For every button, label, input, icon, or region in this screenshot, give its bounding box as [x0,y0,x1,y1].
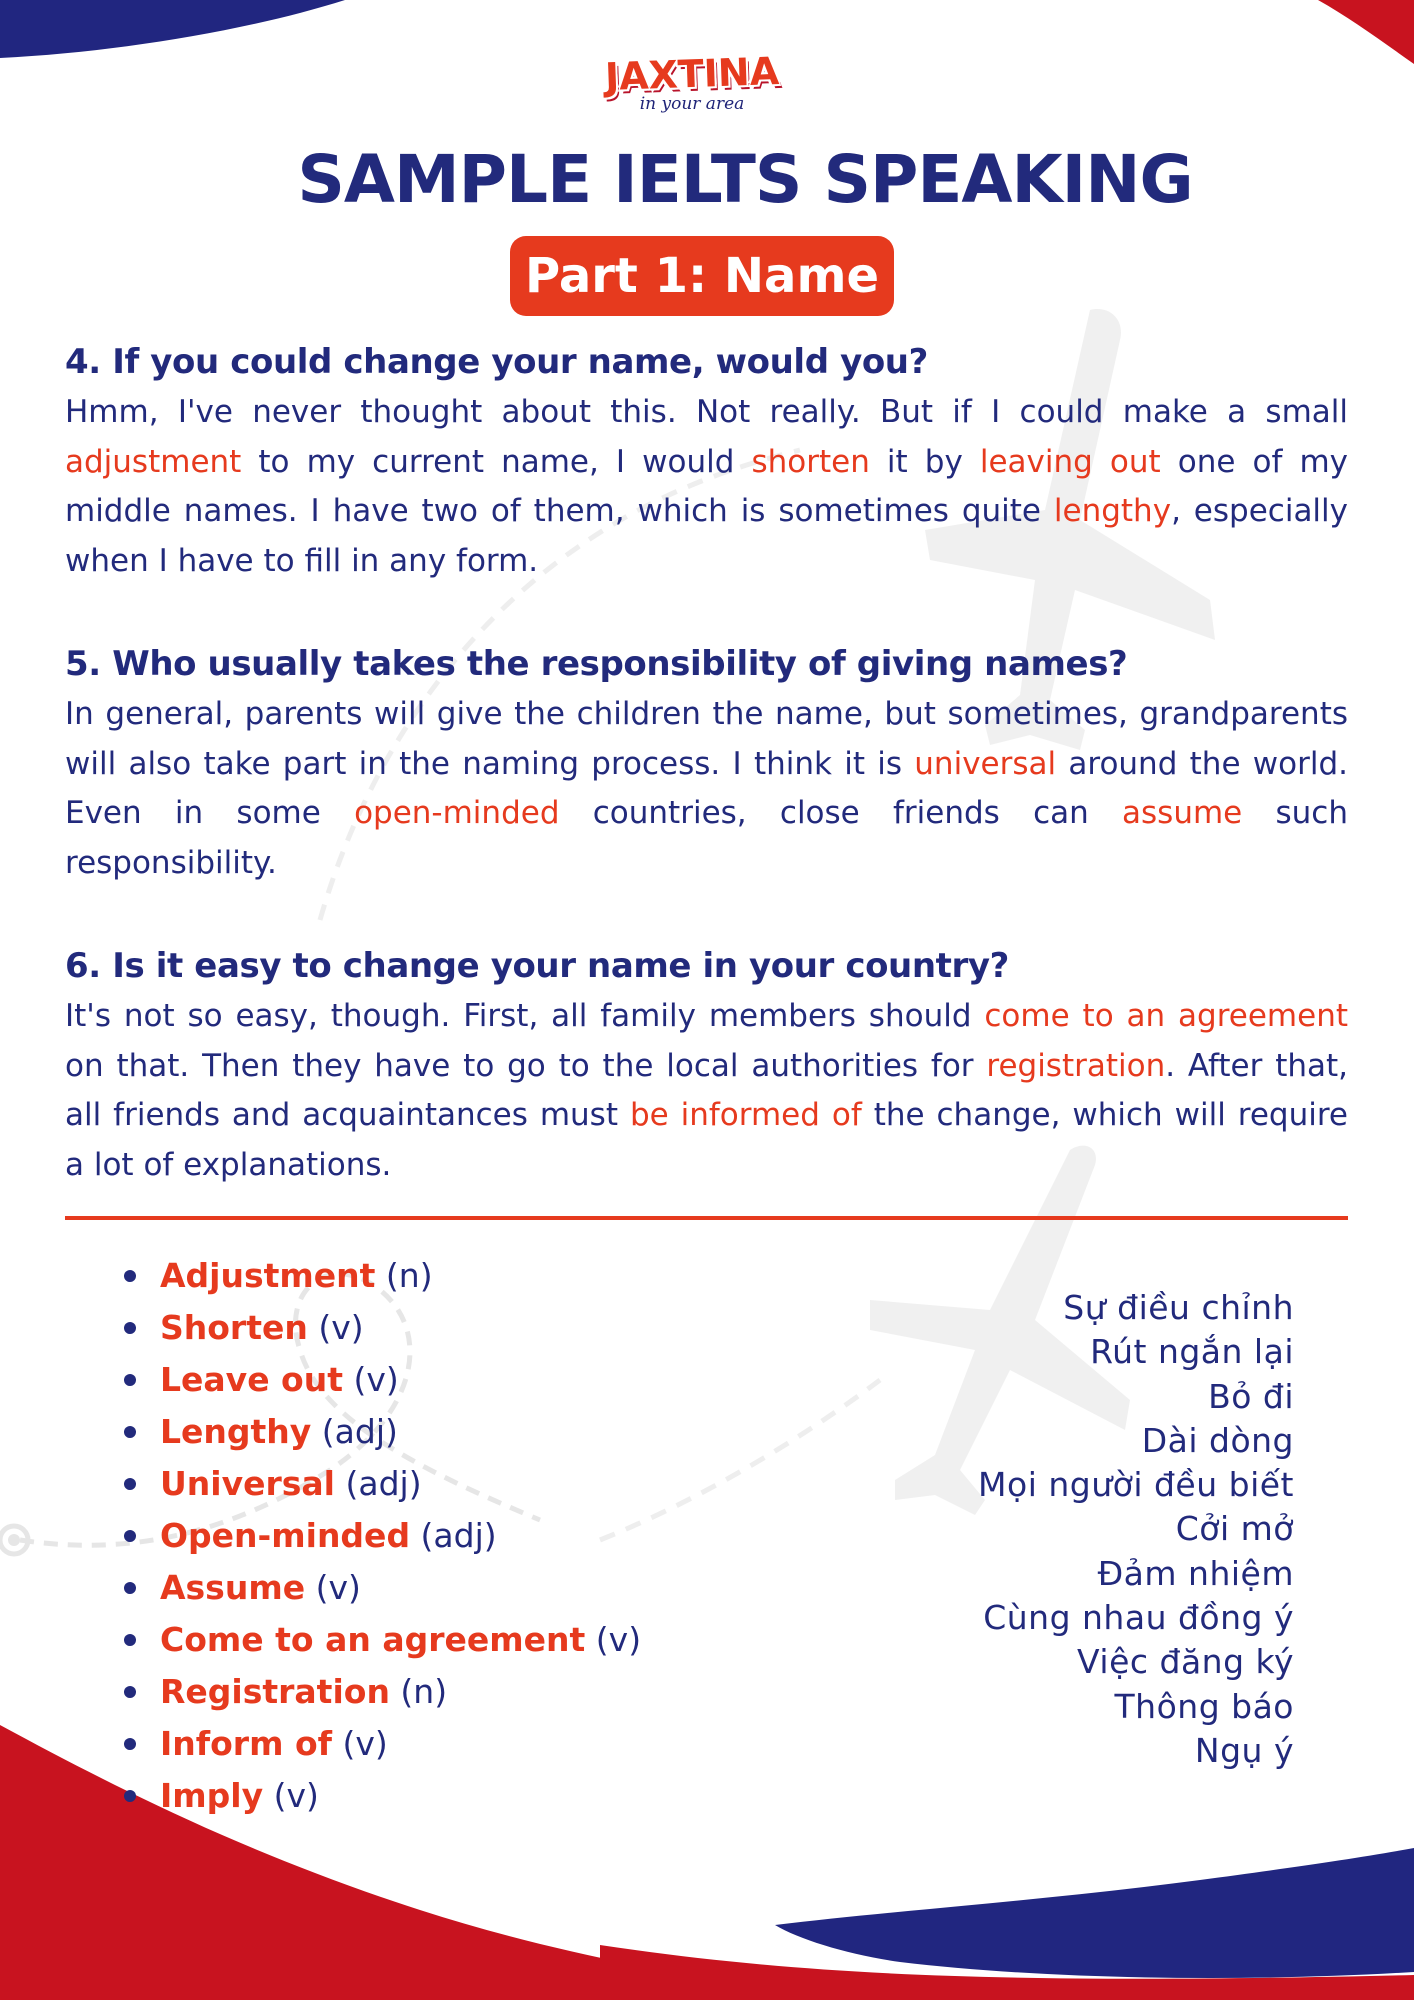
bullet-icon [124,1686,136,1698]
bullet-icon [124,1426,136,1438]
vocab-item [118,1510,818,1562]
qa-item [65,638,1348,888]
vocab-part-of-speech: (adj) [410,1516,497,1555]
vocab-part-of-speech: (n) [389,1672,448,1711]
vocab-meaning: Dài dòng [1141,1420,1294,1460]
vocab-term: Inform of [160,1724,332,1763]
highlighted-vocab: assume [1122,795,1243,831]
bullet-icon [124,1478,136,1490]
top-left-wave [0,0,345,58]
highlighted-vocab: adjustment [65,443,242,480]
highlighted-vocab: shorten [751,443,870,480]
vocab-term: Imply [160,1776,264,1815]
vocab-meaning: Bỏ đi [1208,1376,1294,1416]
qa-section [65,336,1348,1242]
vocab-item [118,1458,818,1510]
vocab-meaning: Cùng nhau đồng ý [983,1598,1294,1638]
answer-text: such responsibility. [65,795,1348,881]
vocab-item [118,1718,818,1770]
vocab-part-of-speech: (v) [585,1620,642,1659]
answer-text: In general, parents will give the children the name, but sometimes, grandparents will also take part in the naming process. I think it is [65,696,1348,782]
answer-text: it by [869,443,980,480]
vocab-term: Come to an agreement [160,1620,586,1659]
vocab-meaning: Sự điều chỉnh [1063,1288,1294,1327]
question-heading: 4. If you could change your name, would you? [65,342,928,382]
answer-text: Hmm, I've never thought about this. Not really. But if I could make a small [65,394,1348,430]
logo-brand: JAXTINA [604,48,780,100]
bullet-icon [124,1374,136,1386]
vocab-item [118,1250,818,1302]
bullet-icon [124,1634,136,1646]
part-badge: Part 1: Name [510,236,894,316]
vocab-item [118,1614,818,1666]
vocab-part-of-speech: (v) [263,1776,319,1815]
answer-text: , especially when I have to fill in any form. [65,493,1349,579]
vocab-term: Assume [160,1568,306,1607]
vocab-part-of-speech: (v) [343,1360,399,1399]
answer-text: around the world. Even in some [65,745,1348,831]
vocab-item [118,1562,818,1614]
qa-item [65,940,1348,1190]
bottom-right-wave [775,1848,1414,1978]
vocab-item [118,1406,818,1458]
answer-text: countries, close friends can [559,795,1123,831]
highlighted-vocab: lengthy [1053,493,1172,529]
vocab-item [118,1666,818,1718]
vocab-meaning: Đảm nhiệm [1097,1553,1294,1593]
page-title: SAMPLE IELTS SPEAKING [297,141,1193,218]
highlighted-vocab: registration [986,1047,1166,1084]
logo-tagline: in your area [639,94,745,114]
vocab-meaning: Thông báo [1114,1686,1294,1726]
vocab-meaning: Cởi mở [1175,1509,1294,1549]
bullet-icon [124,1582,136,1594]
vocab-meaning: Việc đăng ký [1077,1642,1294,1682]
answer-paragraph [65,388,1348,586]
question-heading: 5. Who usually takes the responsibility of giving names? [65,644,1128,684]
vocab-part-of-speech: (v) [307,1308,364,1347]
highlighted-vocab: universal [914,745,1057,782]
vocab-part-of-speech: (adj) [311,1412,398,1451]
answer-paragraph [65,992,1348,1190]
jaxtina-logo [597,48,787,114]
vocab-part-of-speech: (v) [331,1724,388,1763]
highlighted-vocab: open-minded [354,795,560,831]
vocab-meaning: Rút ngắn lại [1090,1332,1294,1372]
answer-text: to my current name, I would [241,443,752,480]
vocab-term: Lengthy [160,1412,312,1451]
vocab-meaning: Mọi người đều biết [978,1465,1294,1505]
answer-text: . After that, all friends and acquaintances must [65,1047,1349,1133]
highlighted-vocab: be informed of [629,1097,862,1133]
highlighted-vocab: leaving out [979,443,1161,480]
vocab-meaning: Ngụ ý [1194,1730,1294,1770]
vocab-term: Leave out [160,1360,343,1399]
vocabulary-list [118,1250,818,1822]
vocab-part-of-speech: (adj) [335,1464,422,1503]
meanings-list [880,1286,1294,1773]
bullet-icon [124,1738,136,1750]
vocab-part-of-speech: (n) [375,1256,433,1295]
answer-text: on that. Then they have to go to the local authorities for [65,1047,987,1084]
qa-item [65,336,1348,586]
bullet-icon [124,1790,136,1802]
answer-text: one of my middle names. I have two of them, which is sometimes quite [65,443,1348,529]
vocab-item [118,1302,818,1354]
vocab-term: Universal [160,1464,335,1503]
section-divider [65,1216,1348,1220]
highlighted-vocab: come to an agreement [984,998,1348,1034]
bullet-icon [124,1270,136,1282]
vocab-part-of-speech: (v) [305,1568,361,1607]
answer-paragraph [65,690,1348,888]
question-heading: 6. Is it easy to change your name in your country? [65,946,1009,986]
bullet-icon [124,1530,136,1542]
answer-text: the change, which will require a lot of explanations. [65,1097,1348,1183]
vocab-term: Registration [160,1672,390,1711]
vocab-term: Open-minded [160,1516,411,1555]
vocab-term: Shorten [160,1308,308,1347]
vocab-item [118,1354,818,1406]
vocab-item [118,1770,818,1822]
answer-text: It's not so easy, though. First, all family members should [65,998,985,1034]
bullet-icon [124,1322,136,1334]
vocab-term: Adjustment [160,1256,376,1295]
top-right-wave [1318,0,1414,64]
